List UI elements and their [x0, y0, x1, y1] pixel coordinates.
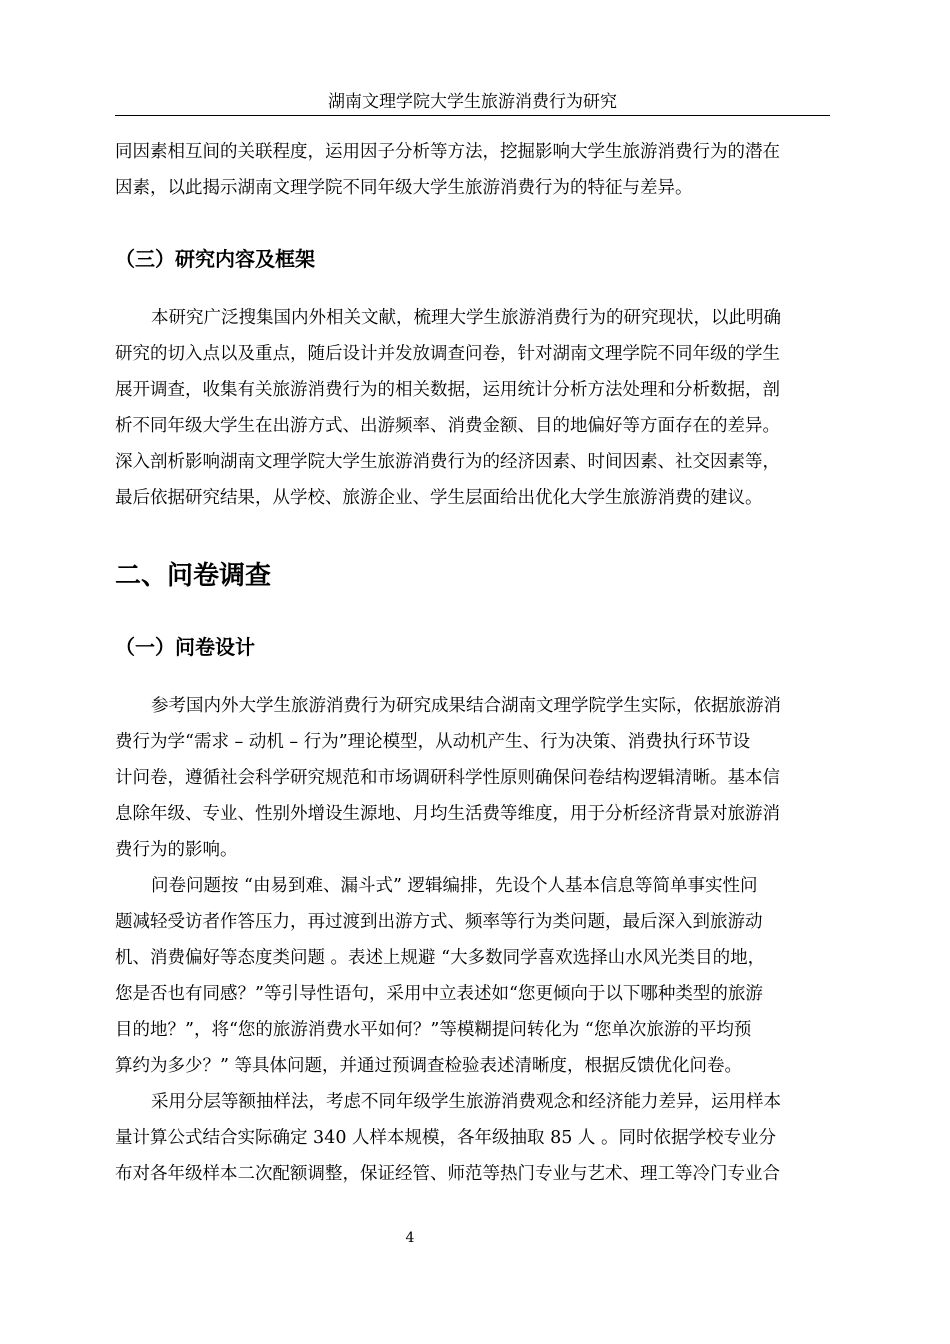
text-line: 展开调查，收集有关旅游消费行为的相关数据，运用统计分析方法处理和分析数据，剖 [115, 380, 780, 400]
text-line: 最后依据研究结果，从学校、旅游企业、学生层面给出优化大学生旅游消费的建议。 [115, 488, 763, 508]
text-line: 费行为学“需求 – 动机 – 行为”理论模型，从动机产生、行为决策、消费执行环节设 [115, 732, 751, 752]
section-title: （三）研究内容及框架 [115, 247, 315, 271]
text-line: 研究的切入点以及重点，随后设计并发放调查问卷，针对湖南文理学院不同年级的学生 [115, 344, 780, 364]
section-heading-research-content [115, 244, 850, 274]
text-line: 深入剖析影响湖南文理学院大学生旅游消费行为的经济因素、时间因素、社交因素等， [115, 452, 780, 472]
text-line: 量计算公式结合实际确定 340 人样本规模，各年级抽取 85 人 。同时依据学校专业分 [115, 1128, 776, 1148]
text-line: 算约为多少？” 等具体问题，并通过预调查检验表述清晰度，根据反馈优化问卷。 [115, 1056, 743, 1076]
section-title: （一）问卷设计 [115, 635, 255, 659]
questionnaire-design-paragraph-3 [115, 1084, 850, 1192]
page-number: 4 [405, 1230, 415, 1246]
text-line: 目的地？”，将“您的旅游消费水平如何？”等模糊提问转化为 “您单次旅游的平均预 [115, 1020, 752, 1040]
text-line: 因素，以此揭示湖南文理学院不同年级大学生旅游消费行为的特征与差异。 [115, 178, 693, 198]
chapter-heading-questionnaire [115, 558, 850, 594]
running-header: 湖南文理学院大学生旅游消费行为研究 [328, 92, 617, 112]
text-line: 机、消费偏好等态度类问题 。表述上规避 “大多数同学喜欢选择山水风光类目的地， [115, 948, 766, 968]
header-divider [115, 115, 830, 116]
text-line: 计问卷，遵循社会科学研究规范和市场调研科学性原则确保问卷结构逻辑清晰。基本信 [115, 768, 780, 788]
text-line: 布对各年级样本二次配额调整，保证经管、师范等热门专业与艺术、理工等冷门专业合 [115, 1164, 780, 1184]
text-line: 本研究广泛搜集国内外相关文献，梳理大学生旅游消费行为的研究现状，以此明确 [151, 308, 781, 328]
text-line: 费行为的影响。 [115, 840, 238, 860]
text-line: 析不同年级大学生在出游方式、出游频率、消费金额、目的地偏好等方面存在的差异。 [115, 416, 780, 436]
questionnaire-design-paragraph-1 [115, 688, 850, 868]
text-line: 您是否也有同感？”等引导性语句，采用中立表述如“您更倾向于以下哪种类型的旅游 [115, 984, 763, 1004]
text-line: 同因素相互间的关联程度，运用因子分析等方法，挖掘影响大学生旅游消费行为的潜在 [115, 142, 780, 162]
text-line: 参考国内外大学生旅游消费行为研究成果结合湖南文理学院学生实际，依据旅游消 [151, 696, 781, 716]
research-content-paragraph [115, 300, 850, 516]
questionnaire-design-paragraph-2 [115, 868, 850, 1084]
intro-paragraph [115, 134, 850, 206]
text-line: 题减轻受访者作答压力，再过渡到出游方式、频率等行为类问题，最后深入到旅游动 [115, 912, 763, 932]
text-line: 采用分层等额抽样法，考虑不同年级学生旅游消费观念和经济能力差异，运用样本 [151, 1092, 781, 1112]
section-heading-questionnaire-design [115, 632, 850, 662]
text-line: 息除年级、专业、性别外增设生源地、月均生活费等维度，用于分析经济背景对旅游消 [115, 804, 780, 824]
text-line: 问卷问题按 “由易到难、漏斗式” 逻辑编排，先设个人基本信息等简单事实性问 [151, 876, 758, 896]
chapter-title: 二、问卷调查 [115, 561, 272, 591]
